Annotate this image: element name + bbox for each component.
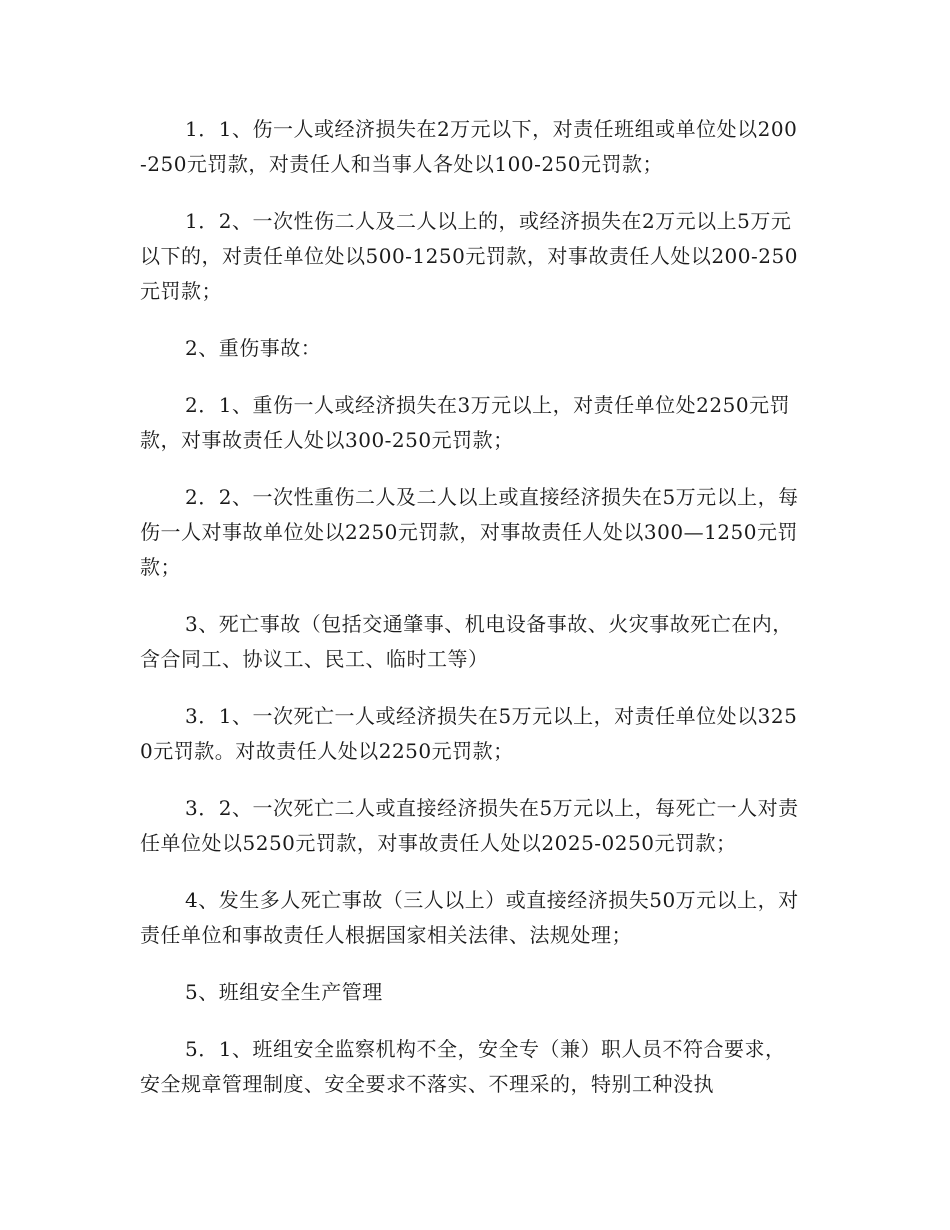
paragraph-4: 4、发生多人死亡事故（三人以上）或直接经济损失50万元以上，对责任单位和事故责任人根据国家相关法律、法规处理；	[140, 888, 799, 947]
paragraph-2-1: 2．1、重伤一人或经济损失在3万元以上，对责任单位处2250元罚款，对事故责任人处以300-250元罚款；	[140, 393, 791, 452]
paragraph-3-2: 3．2、一次死亡二人或直接经济损失在5万元以上，每死亡一人对责任单位处以5250元罚款，对事故责任人处以2025-0250元罚款；	[140, 796, 799, 855]
heading-team-safety-management: 5、班组安全生产管理	[185, 980, 383, 1004]
paragraph-1-2: 1．2、一次性伤二人及二人以上的，或经济损失在2万元以上5万元以下的，对责任单位处以500-1250元罚款，对事故责任人处以200-250元罚款；	[140, 209, 798, 303]
paragraph-5-1: 5．1、班组安全监察机构不全，安全专（兼）职人员不符合要求，安全规章管理制度、安全要求不落实、不理采的，特别工种没执	[140, 1037, 786, 1096]
paragraph-1-1: 1．1、伤一人或经济损失在2万元以下，对责任班组或单位处以200-250元罚款，对责任人和当事人各处以100-250元罚款；	[140, 117, 798, 176]
paragraph-2-2: 2．2、一次性重伤二人及二人以上或直接经济损失在5万元以上，每伤一人对事故单位处以2250元罚款，对事故责任人处以300—1250元罚款；	[140, 485, 799, 579]
heading-serious-injury: 2、重伤事故：	[185, 336, 322, 360]
heading-fatal-accident: 3、死亡事故（包括交通肇事、机电设备事故、火灾事故死亡在内，含合同工、协议工、民工、临时工等）	[140, 612, 793, 671]
paragraph-3-1: 3．1、一次死亡一人或经济损失在5万元以上，对责任单位处以3250元罚款。对故责任人处以2250元罚款；	[140, 704, 798, 763]
document-body	[140, 112, 800, 1124]
